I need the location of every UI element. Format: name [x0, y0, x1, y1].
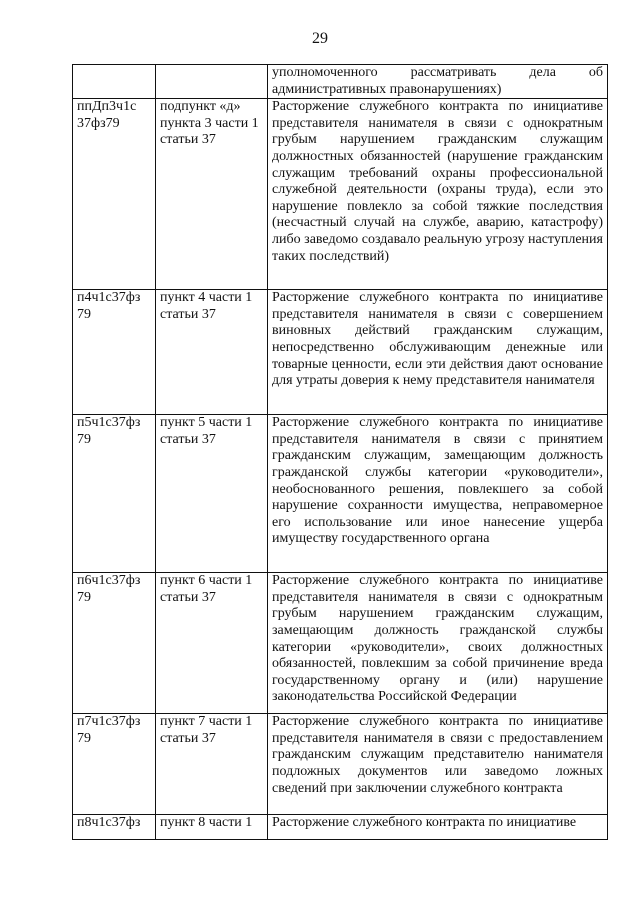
row-description: уполномоченного рассматривать дела об административных правонарушениях): [268, 65, 608, 99]
row-code: [73, 65, 156, 99]
table-row: [73, 415, 608, 573]
table-row: [73, 714, 608, 815]
row-code: п7ч1с37фз 79: [73, 714, 156, 815]
row-description: Расторжение служебного контракта по инициативе представителя нанимателя в связи с совершением виновных действий гражданским служащим, непосредственно обслуживающим денежные или товарные ценности, если эти действия дают основание для утраты доверия к нему представителя нанимателя: [268, 290, 608, 415]
row-legal-item: пункт 6 части 1 статьи 37: [156, 573, 268, 714]
row-description: Расторжение служебного контракта по инициативе представителя нанимателя в связи с однократным грубым нарушением гражданским служащим должностных обязанностей (нарушение гражданским служащим требований охраны профессиональной служебной деятельности (охраны труда), если это нарушение повлекло за собой тяжкие последствия (несчастный случай на службе, аварию, катастрофу) либо заведомо создавало реальную угрозу наступления таких последствий): [268, 99, 608, 290]
row-code: п5ч1с37фз 79: [73, 415, 156, 573]
row-code: п8ч1с37фз: [73, 815, 156, 840]
row-code: п6ч1с37фз 79: [73, 573, 156, 714]
table-row: [73, 99, 608, 290]
row-description: Расторжение служебного контракта по инициативе: [268, 815, 608, 840]
row-legal-item: пункт 4 части 1 статьи 37: [156, 290, 268, 415]
table-row: [73, 815, 608, 840]
row-code: ппДп3ч1с 37фз79: [73, 99, 156, 290]
page-number: 29: [312, 30, 328, 47]
dismissal-codes-table: [72, 64, 608, 840]
row-description: Расторжение служебного контракта по инициативе представителя нанимателя в связи с предоставлением гражданским служащим представителю нанимателя подложных документов или заведомо ложных сведений при заключении служебного контракта: [268, 714, 608, 815]
row-legal-item: пункт 8 части 1: [156, 815, 268, 840]
table-row: [73, 290, 608, 415]
row-legal-item: пункт 5 части 1 статьи 37: [156, 415, 268, 573]
row-code: п4ч1с37фз 79: [73, 290, 156, 415]
row-legal-item: подпункт «д» пункта 3 части 1 статьи 37: [156, 99, 268, 290]
row-description: Расторжение служебного контракта по инициативе представителя нанимателя в связи с однократным грубым нарушением гражданским служащим, замещающим должность гражданской службы категории «руководители», своих должностных обязанностей, повлекшим за собой причинение вреда государственному органу и (или) нарушение законодательства Российской Федерации: [268, 573, 608, 714]
row-legal-item: пункт 7 части 1 статьи 37: [156, 714, 268, 815]
table-row: [73, 573, 608, 714]
row-legal-item: [156, 65, 268, 99]
table-row: [73, 65, 608, 99]
row-description: Расторжение служебного контракта по инициативе представителя нанимателя в связи с принятием гражданским служащим, замещающим должность гражданской службы категории «руководители», необоснованного решения, повлекшего за собой нарушение сохранности имущества, неправомерное его использование или иное нанесение ущерба имуществу государственного органа: [268, 415, 608, 573]
